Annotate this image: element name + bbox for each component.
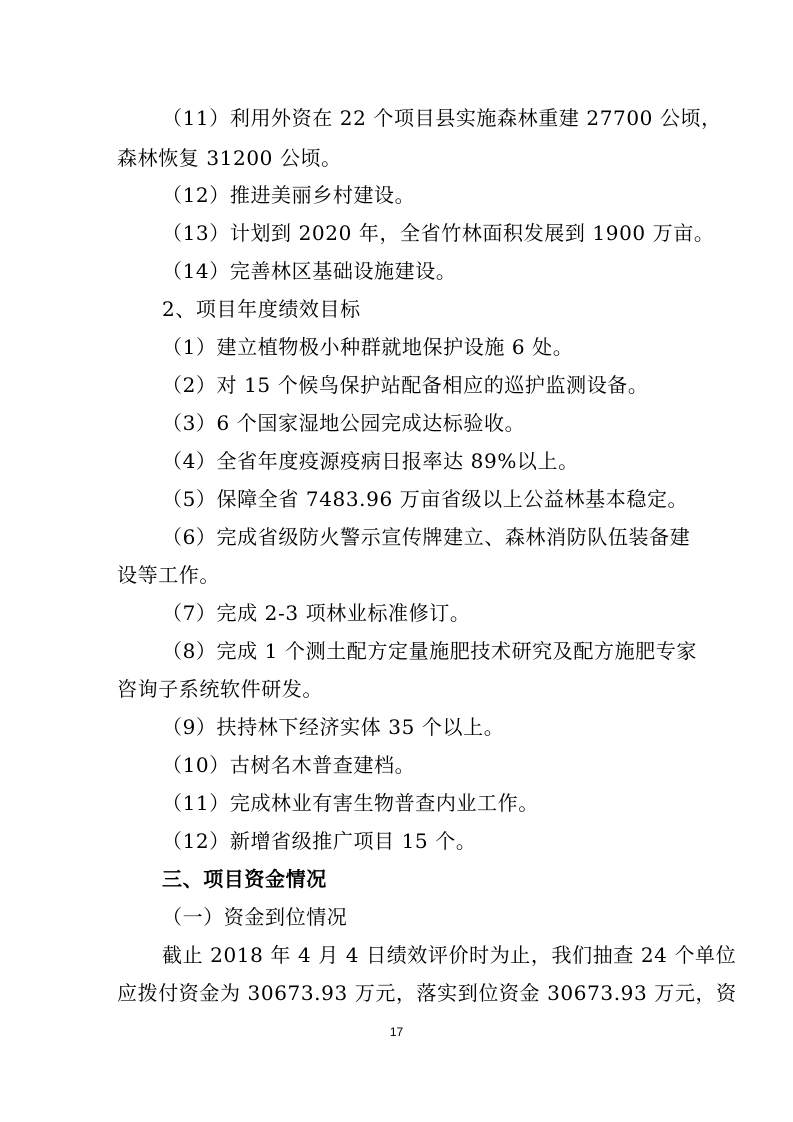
goal-11: （11）完成林业有害生物普查内业工作。	[162, 791, 539, 815]
subsection-heading-funds-arrival: （一）资金到位情况	[162, 905, 348, 929]
goal-1: （1）建立植物极小种群就地保护设施 6 处。	[162, 335, 574, 359]
section-heading-annual-goals: 2、项目年度绩效目标	[162, 297, 361, 321]
item-13-bamboo-plan: （13）计划到 2020 年，全省竹林面积发展到 1900 万亩。	[162, 221, 715, 245]
goal-5: （5）保障全省 7483.96 万亩省级以上公益林基本稳定。	[162, 487, 689, 511]
funding-paragraph-line-2: 应拨付资金为 30673.93 万元，落实到位资金 30673.93 万元，资	[117, 981, 737, 1005]
goal-3: （3）6 个国家湿地公园完成达标验收。	[162, 411, 526, 435]
section-heading-funding: 三、项目资金情况	[162, 867, 327, 891]
item-11-continuation: 森林恢复 31200 公顷。	[117, 146, 342, 170]
goal-10: （10）古树名木普查建档。	[162, 753, 416, 777]
goal-9: （9）扶持林下经济实体 35 个以上。	[162, 715, 505, 739]
goal-8: （8）完成 1 个测土配方定量施肥技术研究及配方施肥专家	[162, 639, 697, 663]
item-11-foreign-capital: （11）利用外资在 22 个项目县实施森林重建 27700 公顷，	[162, 106, 722, 130]
item-12-rural-construction: （12）推进美丽乡村建设。	[162, 183, 416, 207]
goal-12: （12）新增省级推广项目 15 个。	[162, 829, 477, 853]
goal-7: （7）完成 2-3 项林业标准修订。	[162, 601, 471, 625]
goal-4: （4）全省年度疫源疫病日报率达 89%以上。	[162, 449, 579, 473]
goal-6: （6）完成省级防火警示宣传牌建立、森林消防队伍装备建	[162, 525, 691, 549]
funding-paragraph-line-1: 截止 2018 年 4 月 4 日绩效评价时为止，我们抽查 24 个单位	[162, 943, 737, 967]
goal-2: （2）对 15 个候鸟保护站配备相应的巡护监测设备。	[162, 373, 649, 397]
goal-6-continuation: 设等工作。	[117, 563, 220, 587]
goal-8-continuation: 咨询子系统软件研发。	[117, 677, 323, 701]
page-number: 17	[389, 1025, 404, 1039]
item-14-infrastructure: （14）完善林区基础设施建设。	[162, 259, 457, 283]
